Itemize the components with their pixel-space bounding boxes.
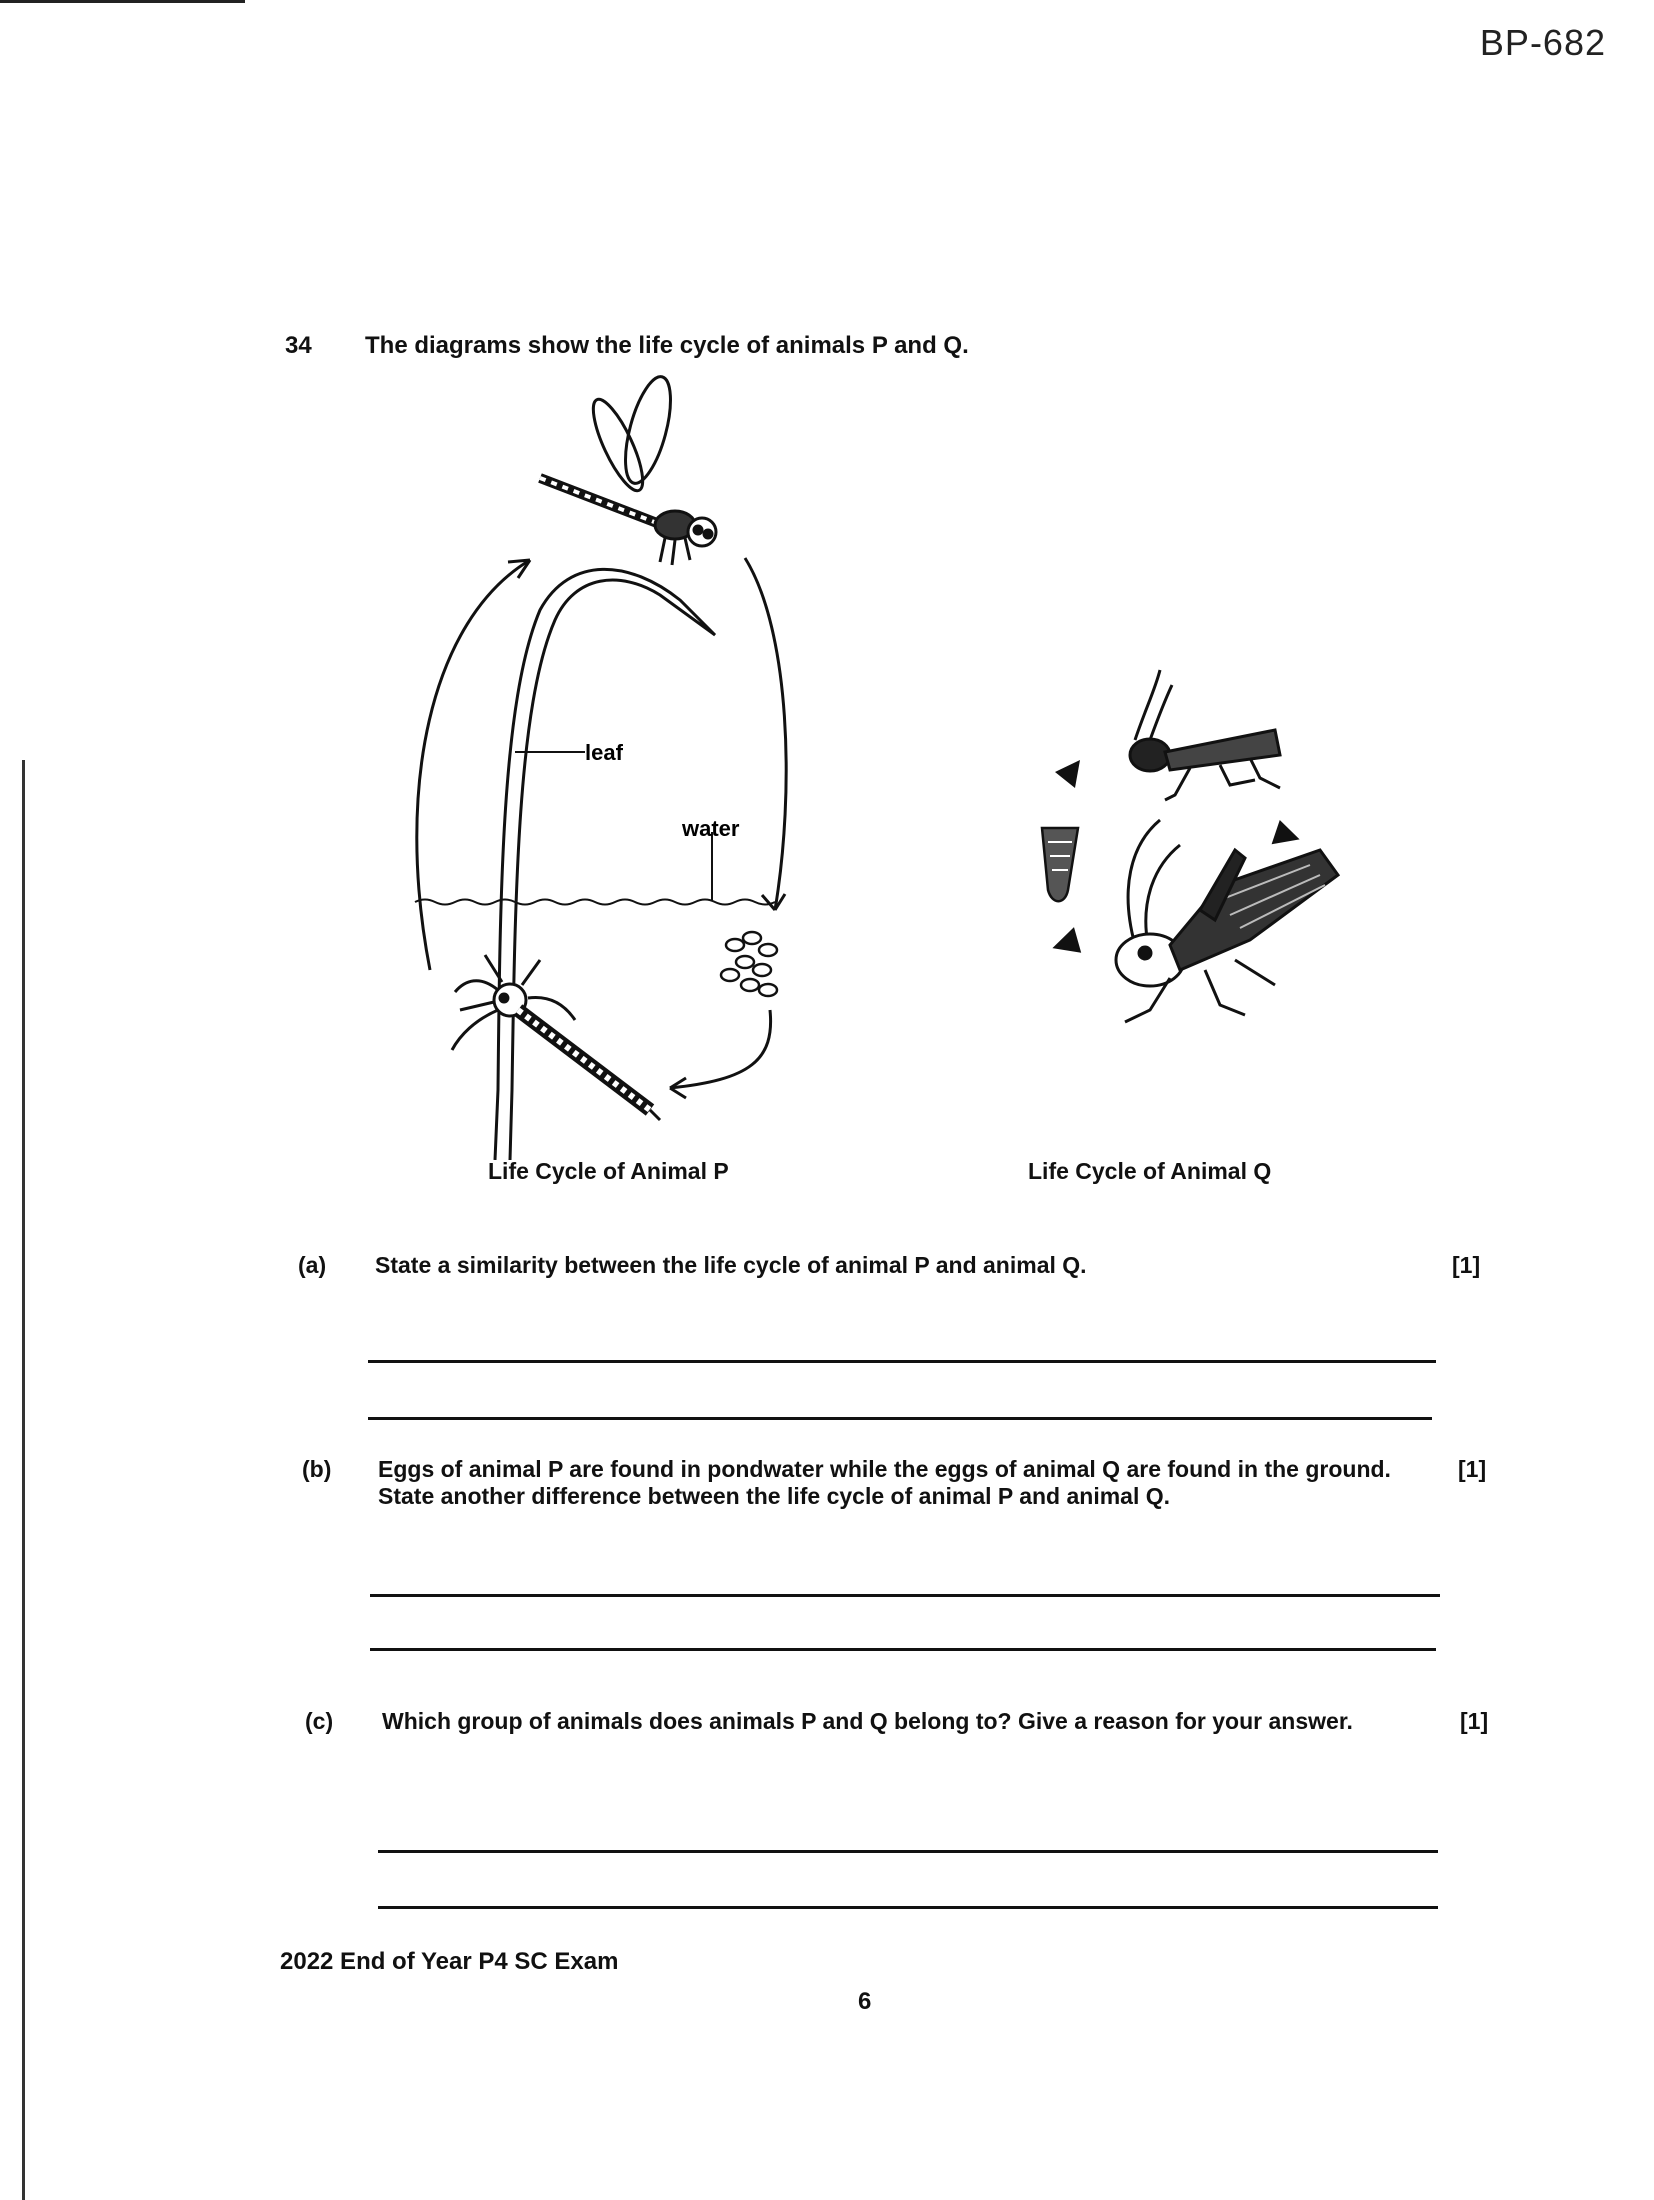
label-leaf: leaf xyxy=(585,740,623,765)
scan-edge-left xyxy=(22,760,25,2200)
part-a-text: State a similarity between the life cycle of animal P and animal Q. xyxy=(375,1252,1087,1278)
arrow-eggs-to-nymph xyxy=(670,1010,771,1088)
life-cycle-q-diagram xyxy=(1020,660,1360,1040)
adult-dragonfly-illustration xyxy=(540,372,716,565)
question-number: 34 xyxy=(285,332,312,359)
nymph-illustration xyxy=(452,955,660,1120)
arrow-nymph-to-adult xyxy=(417,560,530,970)
part-a-answer-line-2[interactable] xyxy=(368,1417,1432,1420)
part-a-answer-line-1[interactable] xyxy=(368,1360,1436,1363)
scan-edge-top xyxy=(0,0,245,3)
grasshopper-egg-illustration xyxy=(1042,828,1078,901)
page-number: 6 xyxy=(858,1988,872,2015)
part-b-text: Eggs of animal P are found in pondwater while the eggs of animal Q are found in the ground. State another difference between the life cycle of animal P and animal Q. xyxy=(378,1456,1391,1510)
part-c-answer-line-1[interactable] xyxy=(378,1850,1438,1853)
part-a-label: (a) xyxy=(298,1252,327,1278)
young-grasshopper-illustration xyxy=(1130,670,1280,800)
part-b-marks: [1] xyxy=(1458,1456,1487,1482)
water-surface-line xyxy=(415,900,775,905)
arrow-adult-to-eggs xyxy=(745,558,786,910)
question-stem: The diagrams show the life cycle of animals P and Q. xyxy=(365,332,969,359)
reference-code: BP-682 xyxy=(1479,22,1606,63)
footer-exam-title: 2022 End of Year P4 SC Exam xyxy=(280,1948,619,1975)
part-b-answer-line-2[interactable] xyxy=(370,1648,1436,1651)
part-c-answer-line-2[interactable] xyxy=(378,1906,1438,1909)
part-a-marks: [1] xyxy=(1452,1252,1481,1278)
label-water: water xyxy=(682,816,740,841)
adult-grasshopper-illustration xyxy=(1116,820,1338,1022)
eggs-cluster-illustration xyxy=(721,932,777,996)
part-b-label: (b) xyxy=(302,1456,332,1482)
part-c-text: Which group of animals does animals P and Q belong to? Give a reason for your answer. xyxy=(382,1708,1353,1734)
part-c-label: (c) xyxy=(305,1708,334,1734)
life-cycle-p-diagram xyxy=(390,370,810,1160)
part-c-marks: [1] xyxy=(1460,1708,1489,1734)
caption-animal-p: Life Cycle of Animal P xyxy=(488,1158,729,1184)
caption-animal-q: Life Cycle of Animal Q xyxy=(1028,1158,1272,1184)
part-b-answer-line-1[interactable] xyxy=(370,1594,1440,1597)
